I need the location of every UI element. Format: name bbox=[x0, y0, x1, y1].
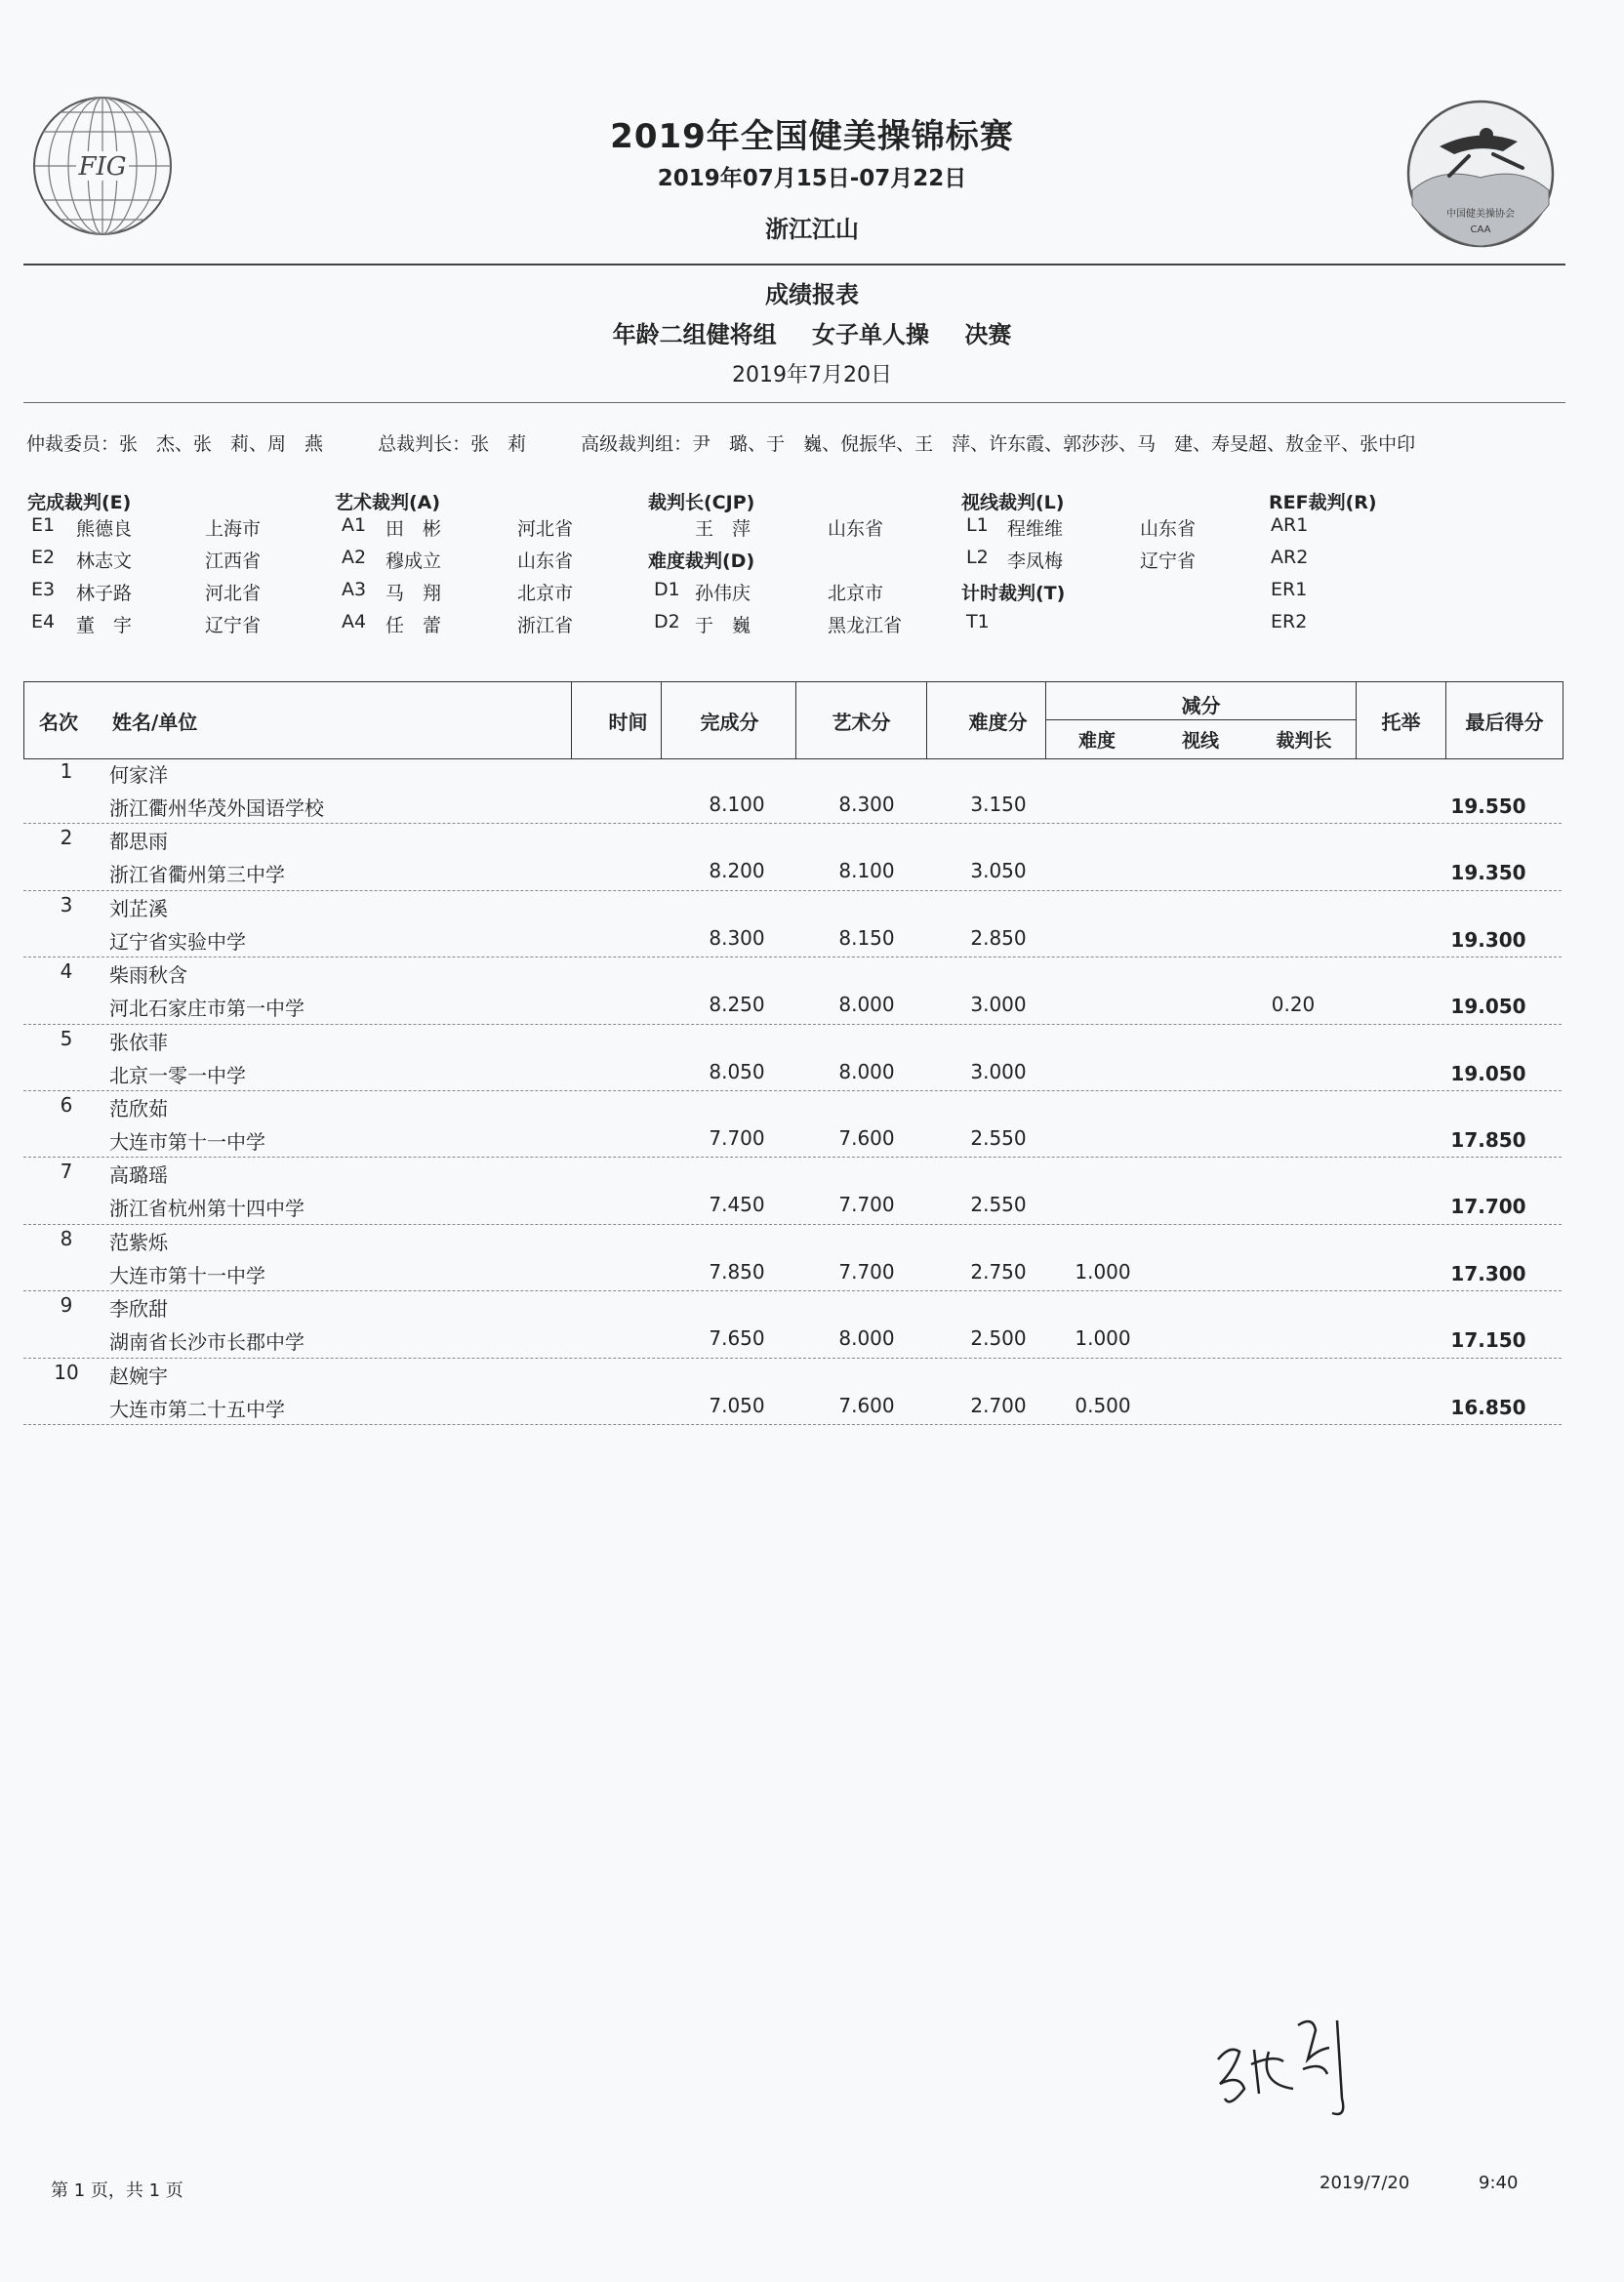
header-time: 时间 bbox=[571, 682, 684, 758]
cjp-name: 王 萍 bbox=[695, 518, 751, 540]
header-ded-line: 视线 bbox=[1181, 730, 1219, 752]
line-judge-region: 辽宁省 bbox=[1140, 550, 1197, 572]
cjp-panel-title: 裁判长(CJP) bbox=[648, 492, 755, 513]
page-number: 第 1 页，共 1 页 bbox=[51, 2180, 183, 2201]
caa-logo-abbr: CAA bbox=[1470, 224, 1491, 235]
header-difficulty: 难度分 bbox=[926, 682, 1069, 758]
difficulty-score: 3.000 bbox=[970, 993, 1027, 1017]
execution-score: 7.450 bbox=[709, 1193, 765, 1217]
athlete-name: 高璐瑶 bbox=[109, 1163, 168, 1188]
table-row bbox=[0, 1291, 1624, 1358]
artistic-score: 8.150 bbox=[838, 925, 895, 950]
difficulty-judge-code: D2 bbox=[654, 611, 680, 632]
report-event: 女子单人操 bbox=[812, 321, 929, 348]
print-date: 2019/7/20 bbox=[1320, 2173, 1410, 2193]
table-row bbox=[0, 1025, 1624, 1091]
difficulty-panel-title: 难度裁判(D) bbox=[648, 550, 755, 572]
table-row bbox=[0, 1225, 1624, 1291]
execution-judge-name: 林志文 bbox=[76, 550, 133, 572]
difficulty-score: 2.750 bbox=[970, 1259, 1027, 1284]
execution-judge-region: 上海市 bbox=[205, 518, 262, 540]
execution-judge-name: 林子路 bbox=[76, 583, 133, 604]
athlete-name: 柴雨秋含 bbox=[109, 963, 187, 988]
competition-location: 浙江江山 bbox=[765, 216, 859, 243]
athlete-unit: 大连市第二十五中学 bbox=[109, 1397, 285, 1421]
header-ded-difficulty: 难度 bbox=[1077, 730, 1116, 752]
rank-cell: 2 bbox=[60, 826, 73, 850]
artistic-judge-name: 穆成立 bbox=[386, 550, 442, 572]
artistic-judge-region: 北京市 bbox=[517, 583, 574, 604]
execution-judge-region: 河北省 bbox=[205, 583, 262, 604]
execution-score: 8.100 bbox=[709, 793, 765, 816]
artistic-score: 7.600 bbox=[838, 1393, 895, 1417]
artistic-judge-code: A2 bbox=[342, 547, 367, 568]
athlete-unit: 大连市第十一中学 bbox=[109, 1130, 265, 1154]
athlete-unit: 辽宁省实验中学 bbox=[109, 929, 246, 954]
execution-judge-code: E1 bbox=[31, 514, 56, 536]
final-score: 17.700 bbox=[1450, 1195, 1526, 1219]
report-date: 2019年7月20日 bbox=[732, 363, 892, 387]
senior-judges: 高级裁判组：尹 璐、于 巍、倪振华、王 萍、许东霞、郭莎莎、马 建、寿旻超、敖金平、张中印 bbox=[581, 433, 1416, 455]
final-score: 19.050 bbox=[1450, 1061, 1526, 1085]
artistic-judge-name: 任 蕾 bbox=[386, 615, 442, 636]
final-score: 19.050 bbox=[1450, 995, 1526, 1019]
header-rank: 名次 bbox=[39, 710, 78, 734]
fig-logo-text: FIG bbox=[78, 152, 127, 182]
rank-cell: 7 bbox=[60, 1160, 73, 1184]
header-lift: 托举 bbox=[1356, 682, 1445, 758]
caa-logo-name: 中国健美操协会 bbox=[1446, 209, 1515, 220]
header-execution: 完成分 bbox=[661, 682, 797, 758]
table-row bbox=[0, 1158, 1624, 1224]
table-row bbox=[0, 958, 1624, 1024]
final-score: 19.350 bbox=[1450, 861, 1526, 885]
athlete-unit: 北京一零一中学 bbox=[109, 1063, 246, 1087]
rank-cell: 9 bbox=[60, 1293, 73, 1318]
athlete-unit: 浙江衢州华茂外国语学校 bbox=[109, 796, 324, 820]
athlete-name: 刘芷溪 bbox=[109, 896, 168, 920]
ded-difficulty: 1.000 bbox=[1075, 1326, 1131, 1351]
execution-score: 8.300 bbox=[709, 925, 765, 950]
report-stage: 决赛 bbox=[964, 321, 1012, 348]
print-time: 9:40 bbox=[1479, 2173, 1519, 2193]
final-score: 17.300 bbox=[1450, 1261, 1526, 1285]
execution-judge-name: 熊德良 bbox=[76, 518, 133, 540]
table-row bbox=[0, 824, 1624, 890]
athlete-unit: 湖南省长沙市长郡中学 bbox=[109, 1330, 304, 1355]
ref-panel-title: REF裁判(R) bbox=[1269, 492, 1377, 513]
line-judge-code: L1 bbox=[966, 514, 989, 536]
competition-dates: 2019年07月15日-07月22日 bbox=[657, 166, 967, 191]
difficulty-score: 3.150 bbox=[970, 793, 1027, 816]
final-score: 17.850 bbox=[1450, 1128, 1526, 1152]
execution-score: 8.200 bbox=[709, 859, 765, 883]
artistic-judge-region: 浙江省 bbox=[517, 615, 574, 636]
line-judge-code: L2 bbox=[966, 547, 989, 568]
execution-score: 8.050 bbox=[709, 1059, 765, 1083]
difficulty-score: 2.550 bbox=[970, 1193, 1027, 1217]
ref-judge-code: ER2 bbox=[1271, 611, 1308, 632]
difficulty-judge-code: D1 bbox=[654, 579, 680, 600]
difficulty-score: 2.850 bbox=[970, 925, 1027, 950]
difficulty-judge-name: 于 巍 bbox=[695, 615, 751, 636]
execution-score: 7.050 bbox=[709, 1393, 765, 1417]
athlete-unit: 河北石家庄市第一中学 bbox=[109, 997, 304, 1021]
artistic-panel-title: 艺术裁判(A) bbox=[335, 492, 441, 513]
artistic-score: 8.000 bbox=[838, 993, 895, 1017]
ded-difficulty: 1.000 bbox=[1075, 1259, 1131, 1284]
table-row bbox=[0, 891, 1624, 958]
execution-panel-title: 完成裁判(E) bbox=[27, 492, 132, 513]
execution-judge-name: 董 宇 bbox=[76, 615, 133, 636]
header-ded-cjp: 裁判长 bbox=[1276, 730, 1332, 752]
athlete-name: 都思雨 bbox=[109, 830, 168, 854]
execution-judge-region: 辽宁省 bbox=[205, 615, 262, 636]
difficulty-judge-region: 黑龙江省 bbox=[828, 615, 903, 636]
rank-cell: 8 bbox=[60, 1226, 73, 1250]
athlete-unit: 大连市第十一中学 bbox=[109, 1263, 265, 1287]
execution-judge-code: E3 bbox=[31, 579, 56, 600]
artistic-score: 8.300 bbox=[838, 793, 895, 816]
artistic-score: 7.700 bbox=[838, 1259, 895, 1284]
ref-judge-code: AR2 bbox=[1271, 547, 1309, 568]
difficulty-score: 3.000 bbox=[970, 1059, 1027, 1083]
time-judge-code: T1 bbox=[966, 611, 990, 632]
caa-logo bbox=[1401, 98, 1562, 249]
final-score: 19.300 bbox=[1450, 927, 1526, 952]
final-score: 19.550 bbox=[1450, 795, 1526, 818]
chief-judge: 总裁判长：张 莉 bbox=[378, 433, 527, 455]
artistic-score: 8.000 bbox=[838, 1326, 895, 1351]
artistic-score: 8.000 bbox=[838, 1059, 895, 1083]
competition-title: 2019年全国健美操锦标赛 bbox=[610, 117, 1014, 156]
artistic-judge-code: A3 bbox=[342, 579, 367, 600]
cjp-region: 山东省 bbox=[828, 518, 884, 540]
athlete-unit: 浙江省衢州第三中学 bbox=[109, 863, 285, 887]
difficulty-score: 3.050 bbox=[970, 859, 1027, 883]
report-group: 年龄二组健将组 bbox=[612, 321, 777, 348]
results-table-header bbox=[23, 681, 1563, 759]
signature bbox=[1200, 1991, 1376, 2128]
rank-cell: 5 bbox=[60, 1026, 73, 1050]
difficulty-score: 2.500 bbox=[970, 1326, 1027, 1351]
execution-score: 7.850 bbox=[709, 1259, 765, 1284]
artistic-judge-code: A1 bbox=[342, 514, 367, 536]
row-separator bbox=[23, 1424, 1562, 1425]
difficulty-judge-name: 孙伟庆 bbox=[695, 583, 751, 604]
artistic-judge-region: 山东省 bbox=[517, 550, 574, 572]
execution-score: 8.250 bbox=[709, 993, 765, 1017]
rank-cell: 6 bbox=[60, 1093, 73, 1117]
artistic-score: 7.700 bbox=[838, 1193, 895, 1217]
difficulty-score: 2.550 bbox=[970, 1126, 1027, 1150]
rank-cell: 10 bbox=[54, 1360, 79, 1384]
subtitle-divider bbox=[23, 402, 1565, 403]
execution-judge-code: E4 bbox=[31, 611, 56, 632]
ded-difficulty: 0.500 bbox=[1075, 1393, 1131, 1417]
athlete-name: 张依菲 bbox=[109, 1030, 168, 1054]
table-row bbox=[0, 757, 1624, 824]
table-row bbox=[0, 1359, 1624, 1425]
artistic-judge-name: 马 翔 bbox=[386, 583, 442, 604]
artistic-judge-code: A4 bbox=[342, 611, 367, 632]
line-judge-name: 李凤梅 bbox=[1007, 550, 1064, 572]
ded-cjp: 0.20 bbox=[1271, 993, 1316, 1017]
header-final: 最后得分 bbox=[1445, 682, 1563, 758]
rank-cell: 3 bbox=[60, 892, 73, 917]
rank-cell: 1 bbox=[60, 759, 73, 783]
athlete-name: 李欣甜 bbox=[109, 1297, 168, 1322]
ref-judge-code: ER1 bbox=[1271, 579, 1308, 600]
artistic-judge-region: 河北省 bbox=[517, 518, 574, 540]
artistic-score: 7.600 bbox=[838, 1126, 895, 1150]
athlete-name: 范欣茹 bbox=[109, 1097, 168, 1121]
artistic-score: 8.100 bbox=[838, 859, 895, 883]
execution-score: 7.650 bbox=[709, 1326, 765, 1351]
header-deductions: 减分 bbox=[1045, 682, 1356, 758]
execution-score: 7.700 bbox=[709, 1126, 765, 1150]
execution-judge-code: E2 bbox=[31, 547, 56, 568]
time-panel-title: 计时裁判(T) bbox=[961, 583, 1066, 604]
difficulty-judge-region: 北京市 bbox=[828, 583, 884, 604]
athlete-name: 范紫烁 bbox=[109, 1230, 168, 1254]
final-score: 16.850 bbox=[1450, 1395, 1526, 1419]
athlete-unit: 浙江省杭州第十四中学 bbox=[109, 1197, 304, 1221]
final-score: 17.150 bbox=[1450, 1328, 1526, 1353]
difficulty-score: 2.700 bbox=[970, 1393, 1027, 1417]
line-judge-name: 程维维 bbox=[1007, 518, 1064, 540]
execution-judge-region: 江西省 bbox=[205, 550, 262, 572]
athlete-name: 何家洋 bbox=[109, 763, 168, 787]
header-divider bbox=[23, 264, 1565, 265]
report-category bbox=[0, 315, 1624, 349]
officials-line bbox=[26, 429, 1464, 456]
athlete-name: 赵婉宇 bbox=[109, 1364, 168, 1388]
jury-members: 仲裁委员：张 杰、张 莉、周 燕 bbox=[26, 433, 324, 455]
line-judge-region: 山东省 bbox=[1140, 518, 1197, 540]
report-type: 成绩报表 bbox=[765, 281, 859, 308]
header-name: 姓名/单位 bbox=[112, 710, 198, 734]
line-panel-title: 视线裁判(L) bbox=[961, 492, 1065, 513]
table-row bbox=[0, 1091, 1624, 1158]
ref-judge-code: AR1 bbox=[1271, 514, 1309, 536]
rank-cell: 4 bbox=[60, 959, 73, 984]
header-artistic: 艺术分 bbox=[795, 682, 926, 758]
artistic-judge-name: 田 彬 bbox=[386, 518, 442, 540]
